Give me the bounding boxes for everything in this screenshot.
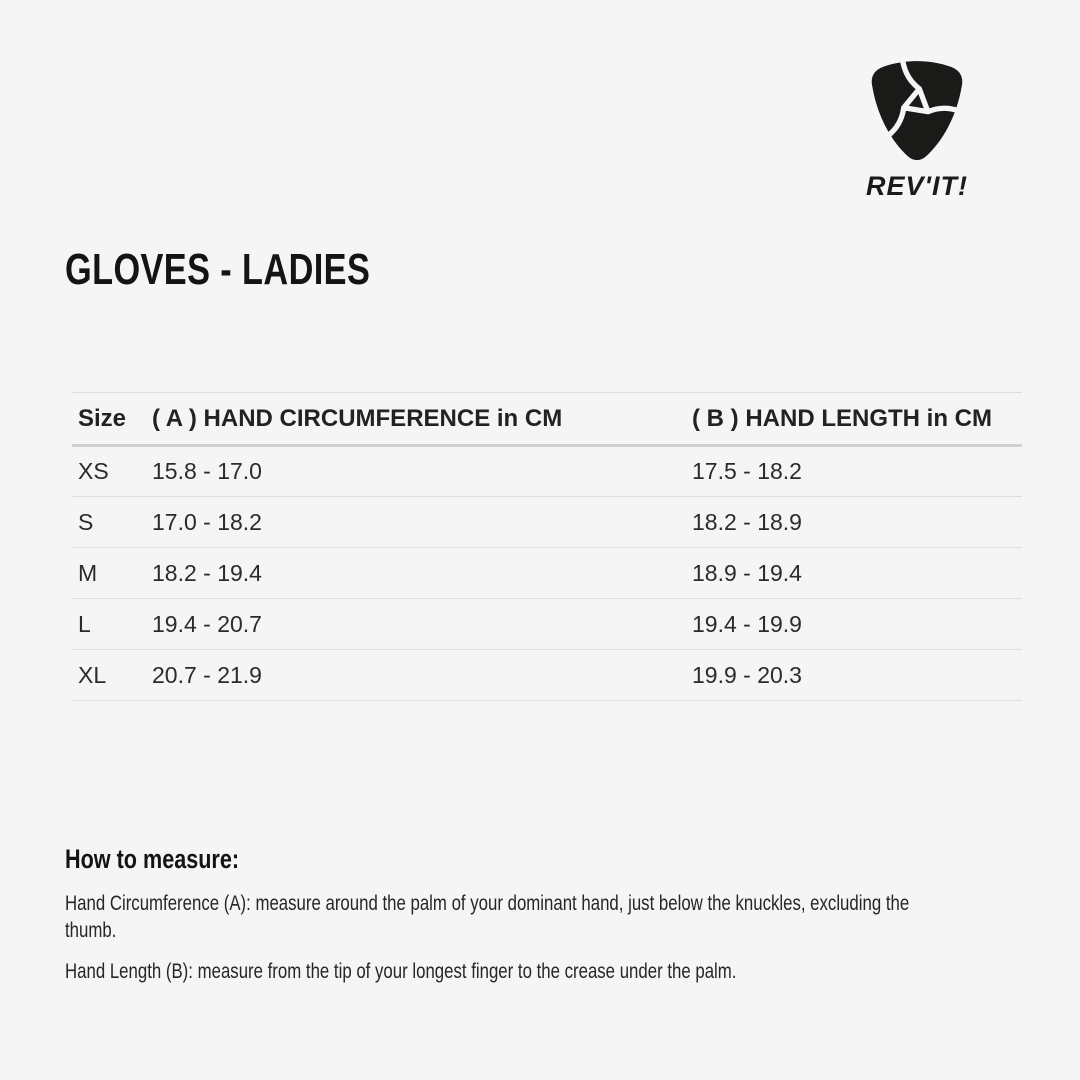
cell-hand-circumference: 17.0 - 18.2 — [152, 508, 262, 535]
cell-hand-length: 19.9 - 20.3 — [692, 661, 802, 688]
table-row — [72, 650, 1022, 701]
cell-size: M — [78, 559, 98, 586]
cell-hand-length: 17.5 - 18.2 — [692, 458, 802, 484]
brand-logo — [843, 54, 991, 202]
cell-hand-circumference: 18.2 - 19.4 — [152, 559, 262, 586]
how-to-measure-section — [65, 846, 1075, 999]
cell-size: XL — [78, 661, 107, 688]
table-row — [72, 497, 1022, 548]
column-header-hand-length: ( B ) HAND LENGTH in CM — [692, 404, 992, 432]
cell-hand-circumference: 15.8 - 17.0 — [152, 458, 262, 484]
brand-wordmark: REV'IT! — [866, 171, 968, 201]
instruction-hand-circumference: Hand Circumference (A): measure around the palm of your dominant hand, just below the knuckles, excluding the thumb. — [65, 892, 910, 942]
brand-shield-icon — [857, 54, 977, 170]
column-header-hand-circumference: ( A ) HAND CIRCUMFERENCE in CM — [152, 404, 563, 432]
cell-size: L — [78, 610, 91, 637]
table-header — [72, 393, 1022, 446]
instruction-hand-length: Hand Length (B): measure from the tip of your longest finger to the crease under the palm. — [65, 960, 737, 983]
table-row — [72, 599, 1022, 650]
page-title: GLOVES - LADIES — [65, 245, 371, 294]
size-table-body — [72, 446, 1022, 701]
cell-hand-circumference: 20.7 - 21.9 — [152, 661, 262, 688]
column-header-size: Size — [78, 404, 127, 432]
how-to-measure-heading: How to measure: — [65, 844, 240, 874]
table-row — [72, 446, 1022, 497]
cell-size: XS — [78, 458, 109, 484]
table-header-row — [72, 393, 1022, 446]
cell-hand-length: 18.9 - 19.4 — [692, 559, 802, 586]
cell-hand-length: 18.2 - 18.9 — [692, 508, 802, 535]
cell-hand-length: 19.4 - 19.9 — [692, 610, 802, 637]
cell-size: S — [78, 508, 94, 535]
size-chart-table — [72, 392, 1022, 701]
cell-hand-circumference: 19.4 - 20.7 — [152, 610, 262, 637]
table-row — [72, 548, 1022, 599]
